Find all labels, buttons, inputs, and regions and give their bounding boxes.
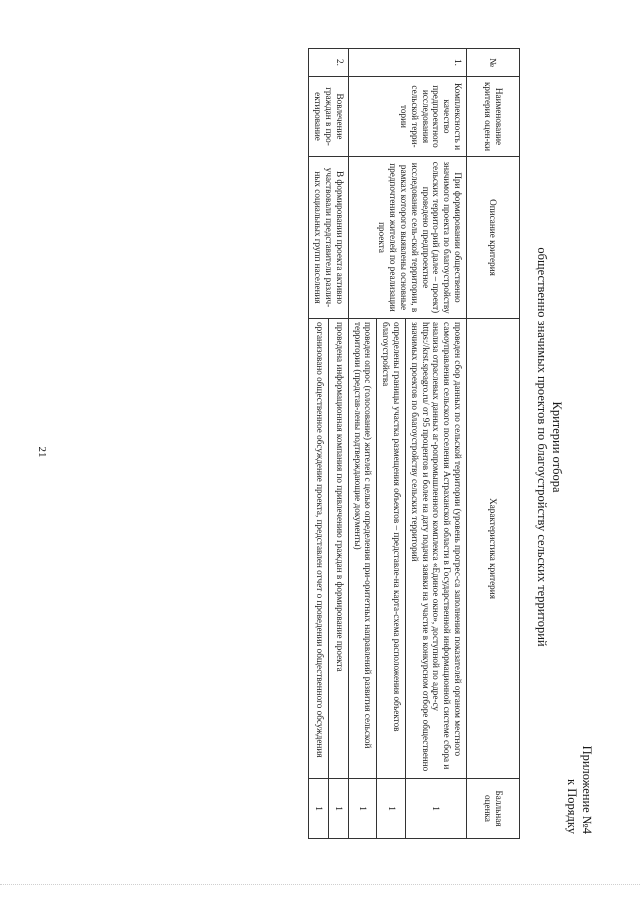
page-number: 21 — [36, 446, 48, 458]
criterion-characteristic: проведена информационная компания по привлечению граждан в формирование проекта — [329, 319, 349, 779]
appendix-line-2: к Порядку — [565, 779, 579, 834]
header-name: Наименование критерия оцен-ки — [467, 77, 520, 157]
scan-artifact-line — [0, 884, 640, 886]
criterion-characteristic: определены границы участка размещения объектов – представле-на карта-схема расположения объектов благоустройства — [377, 319, 406, 779]
criterion-description: При формировании общественно значимого проекта по благоустройству сельских террито-рий (далее – проект) проведено предпроектное исследование сель-ской территории, в рамках которого выявлены основные предпочтения жителей по реализации проекта — [348, 157, 466, 319]
criterion-characteristic: проведен опрос (голосование) жителей с целью определения при-оритетных направлений развития сельской территории (представ-лены подтверждающие документы) — [348, 319, 377, 779]
appendix-line-1: Приложение №4 — [580, 745, 594, 834]
criterion-score: 1 — [406, 779, 467, 839]
header-num: № — [467, 49, 520, 77]
criterion-name: Вовлечение граждан в про-ектирование — [309, 77, 348, 157]
heading-subtitle: общественно значимых проектов по благоустройству сельских территорий — [535, 247, 549, 647]
criterion-score: 1 — [329, 779, 349, 839]
document-heading — [534, 32, 564, 862]
criterion-description: В формировании проекта активно участвовали представители различ-ных социальных групп населения — [309, 157, 348, 319]
criteria-table — [308, 48, 520, 839]
table-row — [329, 49, 349, 839]
heading-title: Критерии отбора — [550, 401, 564, 493]
criterion-score: 1 — [377, 779, 406, 839]
header-score: Балльная оценка — [467, 779, 520, 839]
criterion-characteristic: организовано общественное обсуждение проекта, представлен отчет о проведении общественного обсуждения — [309, 319, 329, 779]
rotated-page-content — [66, 32, 594, 862]
criterion-num: 1. — [348, 49, 466, 77]
table-row — [406, 49, 467, 839]
criterion-name: Комплексность и качество предпроектного исследования сельской терри-тории — [348, 77, 466, 157]
appendix-reference — [564, 746, 594, 834]
table-header-row — [467, 49, 520, 839]
header-characteristic: Характеристика критерия — [467, 319, 520, 779]
criterion-num: 2. — [309, 49, 348, 77]
header-description: Описание критерия — [467, 157, 520, 319]
criterion-characteristic: проведен сбор данных по сельской территории (уровень прогрес-са заполнения показателей органом местного самоуправления сельского поселения Астраханской области в Государственной информационной системе сбора и анализа отраслевых данных аг-ропромышленного комплекса «Единое окно», доступной по адре-су https://krst.speagro.ru/ от 95 процентов и более на дату подачи заявки на участие в конкурсном отборе общественно значимых проектов по благоустройству сельских территорий — [406, 319, 467, 779]
criterion-score: 1 — [348, 779, 377, 839]
criterion-score: 1 — [309, 779, 329, 839]
